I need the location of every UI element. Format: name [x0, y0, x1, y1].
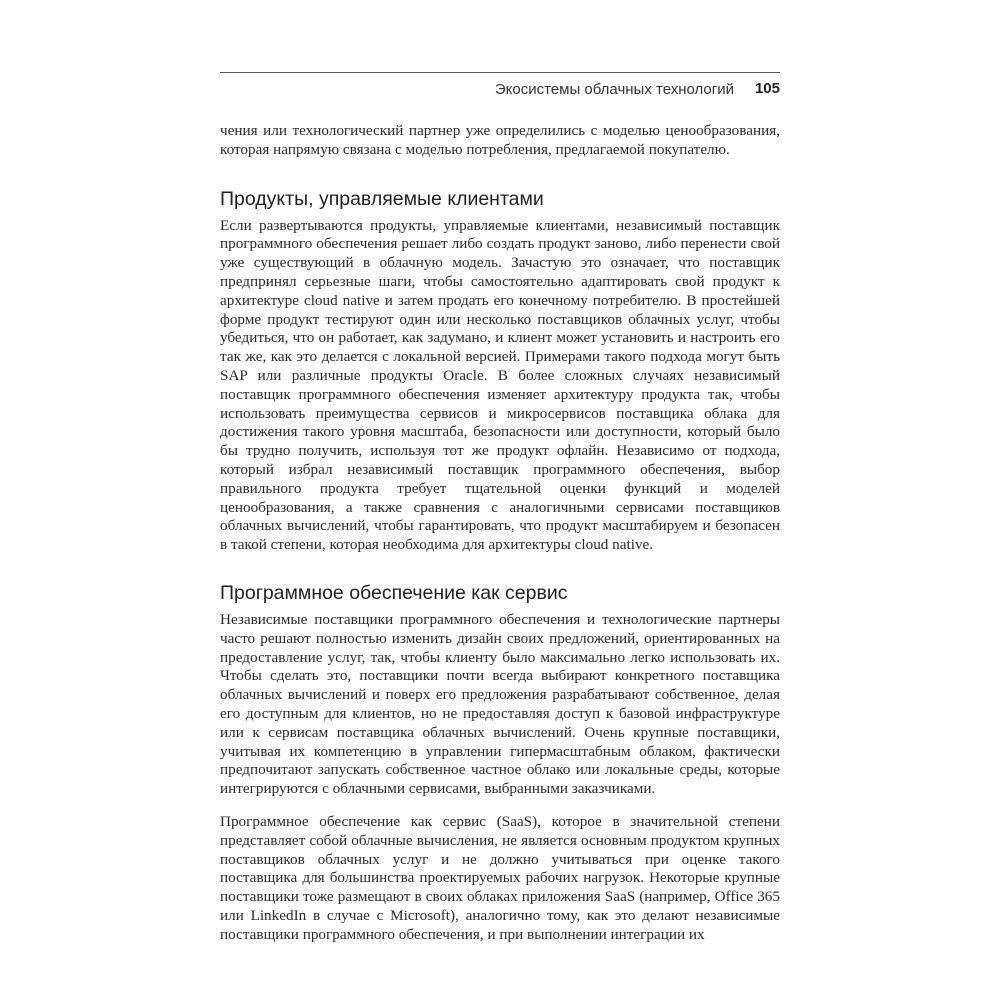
running-header-title: Экосистемы облачных технологий [494, 81, 734, 98]
section-paragraph-customer-managed-products: Если развертываются продукты, управляемые клиентами, независимый поставщик программного обеспечения решает либо создать продукт заново, либо перенести свой уже существующий в облачную модель. Зачастую это означает, что поставщик предпринял серьезные шаги, чтобы самостоятельно адаптировать свой продукт к архитектуре cloud native и затем продать его конечному потребителю. В простейшей форме продукт тестируют один или несколько поставщиков облачных услуг, чтобы убедиться, что он работает, как задумано, и клиент может установить и настроить его так же, как это делается с локальной версией. Примерами такого подхода могут быть SAP или различные продукты Oracle. В более сложных случаях независимый поставщик программного обеспечения изменяет архитектуру продукта так, чтобы использовать преимущества сервисов и микросервисов поставщика облака для достижения такого уровня масштаба, безопасности или доступности, который было бы трудно получить, используя тот же продукт офлайн. Независимо от подхода, который избрал независимый поставщик программного обеспечения, выбор правильного продукта требует тщательной оценки функций и моделей ценообразования, а также сравнения с аналогичными сервисами поставщиков облачных вычислений, чтобы гарантировать, что продукт масштабируем и безопасен в такой степени, которая необходима для архитектуры cloud native. [220, 216, 780, 554]
intro-paragraph: чения или технологический партнер уже определились с моделью ценообразования, которая напрямую связана с моделью потребления, предлагаемой покупателю. [220, 122, 780, 158]
section-paragraph-saas-2: Программное обеспечение как сервис (SaaS), которое в значительной степени представляет собой облачные вычисления, не является основным продуктом крупных поставщиков облачных услуг и не должно учитываться при оценке такого поставщика для большинства проектируемых рабочих нагрузок. Некоторые крупные поставщики тоже размещают в своих облаках приложения SaaS (например, Office 365 или LinkedIn в случае с Microsoft), аналогично тому, как это делают независимые поставщики программного обеспечения, и при выполнении интеграции их [220, 812, 780, 943]
section-heading-customer-managed-products: Продукты, управляемые клиентами [220, 187, 544, 210]
section-paragraph-saas-1: Независимые поставщики программного обеспечения и технологические партнеры часто решают полностью изменить дизайн своих предложений, ориентированных на предоставление услуг, так, чтобы клиенту было максимально легко использовать их. Чтобы сделать это, поставщики почти всегда выбирают конкретного поставщика облачных вычислений и поверх его предложения разрабатывают собственное, делая его доступным для клиентов, но не предоставляя доступ к базовой инфраструктуре или к сервисам поставщика облачных вычислений. Очень крупные поставщики, учитывая их компетенцию в управлении гипермасштабным облаком, фактически предпочитают запускать собственное частное облако или локальные среды, которые интегрируются с облачными сервисами, выбранными заказчиками. [220, 610, 780, 798]
page-number: 105 [754, 80, 780, 97]
running-header [220, 72, 780, 107]
book-page [220, 72, 780, 943]
section-heading-saas: Программное обеспечение как сервис [220, 581, 568, 604]
page-content [220, 122, 780, 944]
